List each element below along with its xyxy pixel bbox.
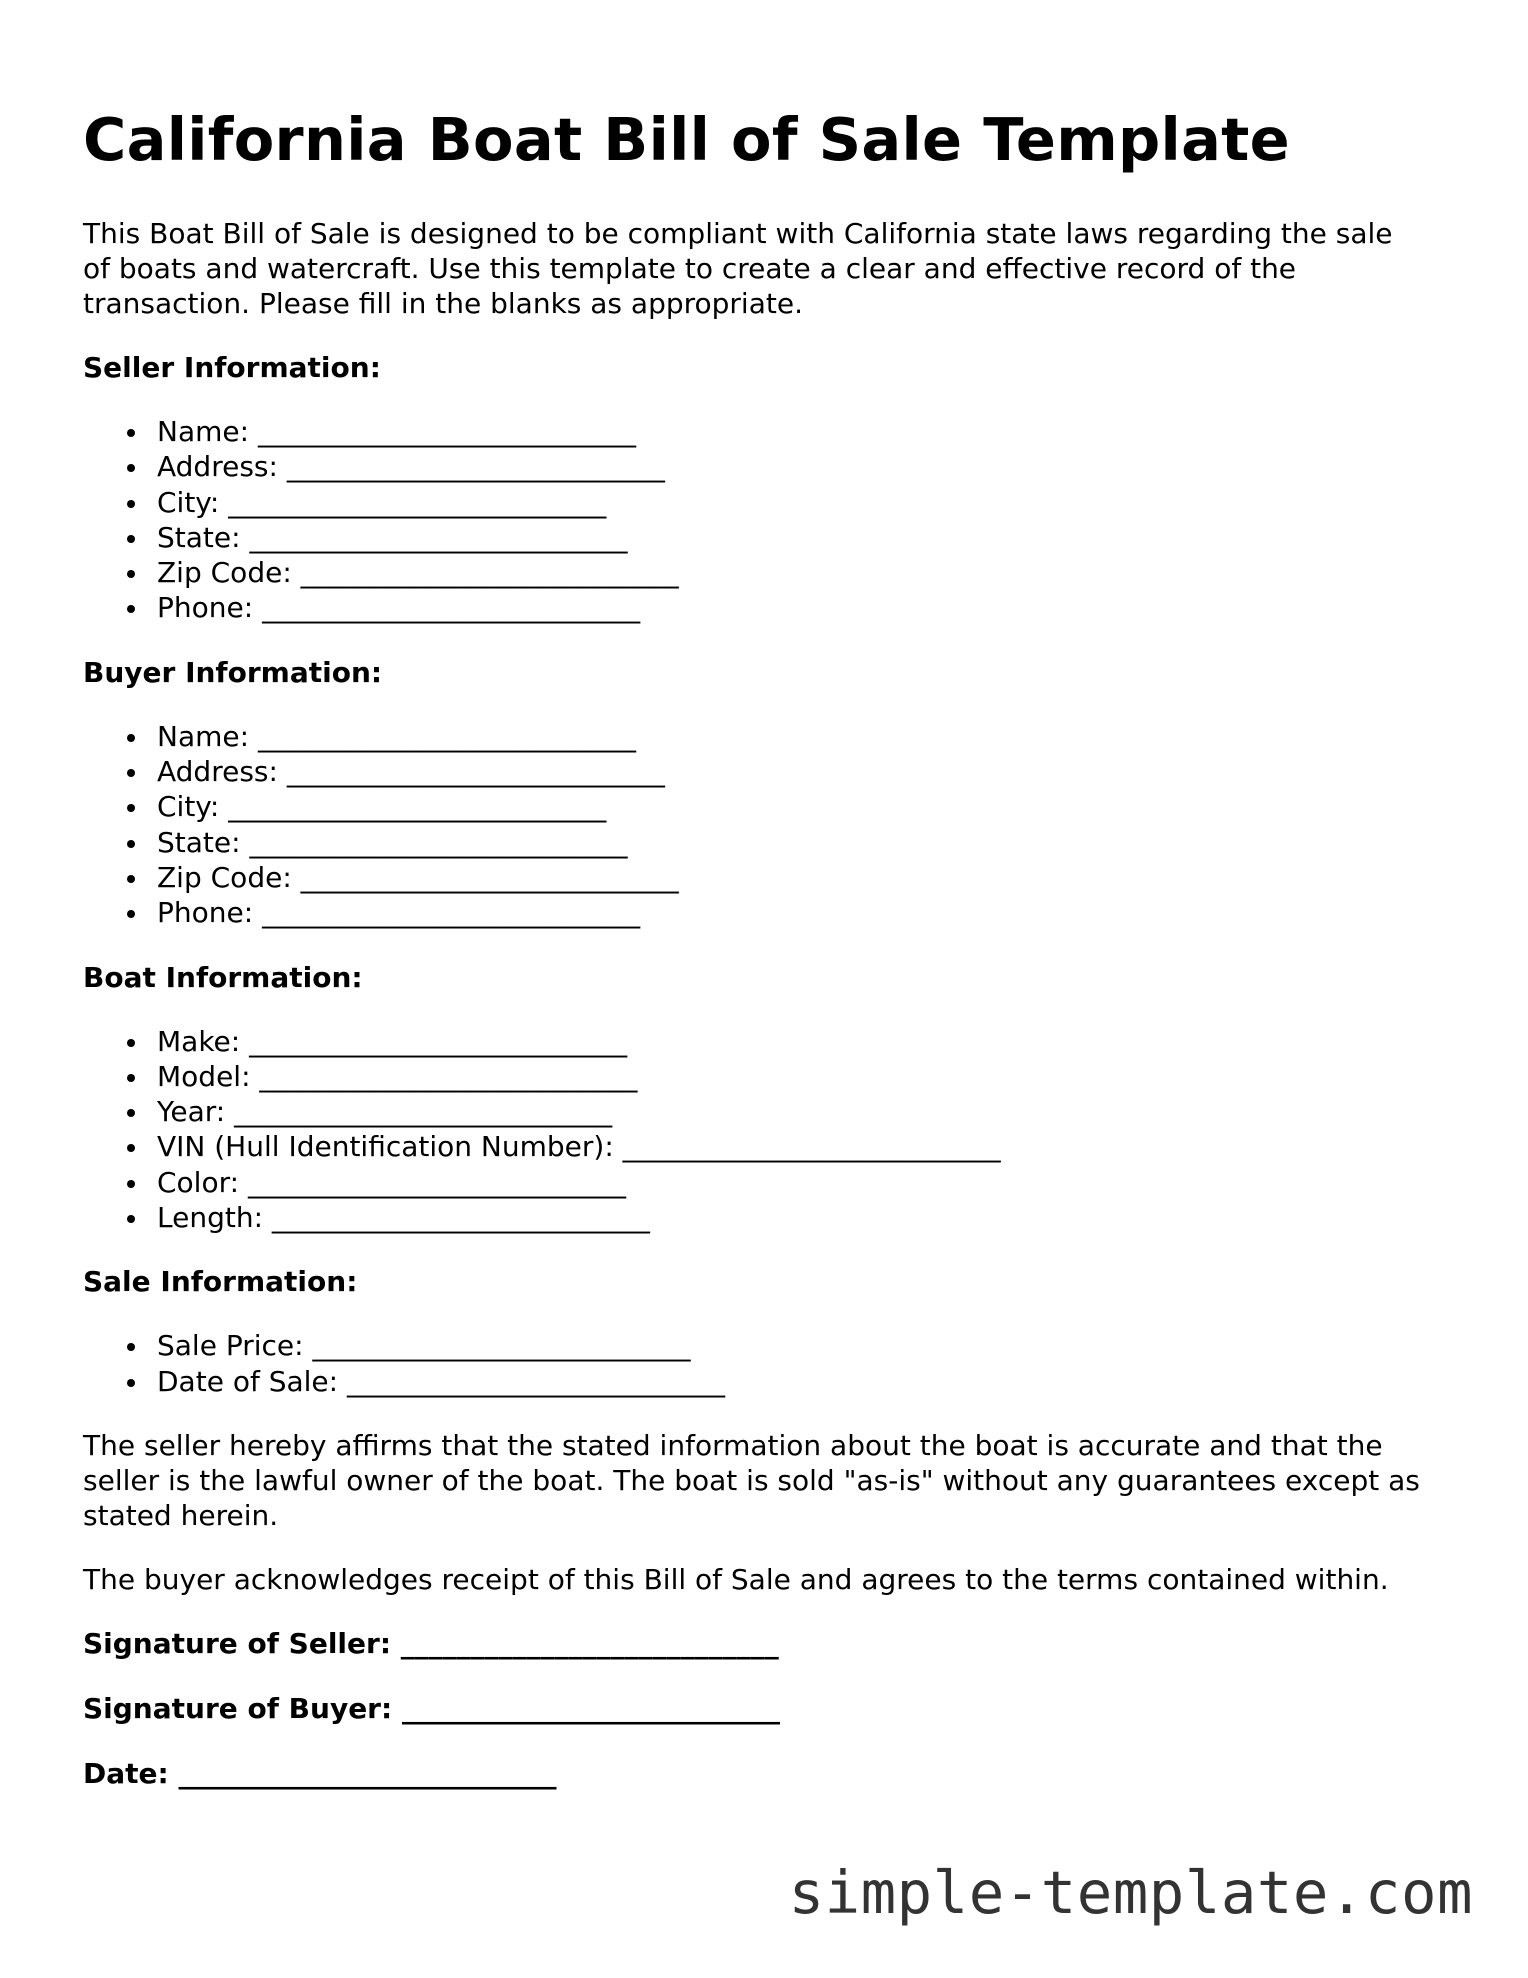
fill-in-blank[interactable]: ___________________________ xyxy=(286,755,665,789)
seller-city-field xyxy=(157,485,1423,520)
fill-in-blank[interactable]: ___________________________ xyxy=(300,860,679,894)
fill-in-blank[interactable]: ___________________________ xyxy=(247,1165,626,1199)
boat-vin-field xyxy=(157,1129,1423,1164)
buyer-address-field xyxy=(157,754,1423,789)
seller-phone-field xyxy=(157,590,1423,625)
buyer-state-field xyxy=(157,825,1423,860)
field-label: Phone: xyxy=(157,896,263,930)
boat-make-field xyxy=(157,1024,1423,1059)
date-line xyxy=(83,1756,1423,1791)
field-label: Name: xyxy=(157,719,258,753)
field-label: Phone: xyxy=(157,591,263,625)
signature-blank[interactable]: ___________________________ xyxy=(401,1691,780,1725)
fill-in-blank[interactable]: ___________________________ xyxy=(300,556,679,590)
seller-address-field xyxy=(157,449,1423,484)
boat-color-field xyxy=(157,1165,1423,1200)
buyer-phone-field xyxy=(157,895,1423,930)
signature-label: Signature of Buyer: xyxy=(83,1691,402,1725)
fill-in-blank[interactable]: ___________________________ xyxy=(234,1095,613,1129)
boat-section-heading: Boat Information: xyxy=(83,960,363,994)
fill-in-blank[interactable]: ___________________________ xyxy=(271,1201,650,1235)
sale-field-list xyxy=(83,1328,1423,1399)
seller-field-list xyxy=(83,414,1423,626)
date-label: Date: xyxy=(83,1756,179,1790)
seller-name-field xyxy=(157,414,1423,449)
field-label: State: xyxy=(157,520,250,554)
boat-length-field xyxy=(157,1200,1423,1235)
field-label: Year: xyxy=(157,1095,235,1129)
affirmation-paragraph: The seller hereby affirms that the stated information about the boat is accurate and that the seller is the lawful owner of the boat. The boat is sold "as-is" without any guarantees except as stated herein. xyxy=(83,1428,1420,1532)
sale-price-field xyxy=(157,1328,1423,1363)
fill-in-blank[interactable]: ___________________________ xyxy=(249,825,628,859)
field-label: Sale Price: xyxy=(157,1329,313,1363)
fill-in-blank[interactable]: ___________________________ xyxy=(259,1059,638,1093)
field-label: City: xyxy=(157,485,229,519)
fill-in-blank[interactable]: ___________________________ xyxy=(257,415,636,448)
fill-in-blank[interactable]: ___________________________ xyxy=(262,591,641,625)
fill-in-blank[interactable]: ___________________________ xyxy=(622,1130,1001,1164)
field-label: Address: xyxy=(157,450,287,484)
field-label: Color: xyxy=(157,1165,248,1199)
seller-state-field xyxy=(157,520,1423,555)
date-blank[interactable]: ___________________________ xyxy=(178,1756,557,1790)
field-label: Make: xyxy=(157,1024,250,1058)
seller-signature-line xyxy=(83,1626,1423,1661)
field-label: Date of Sale: xyxy=(157,1364,347,1398)
document-page xyxy=(83,100,1423,1821)
fill-in-blank[interactable]: ___________________________ xyxy=(346,1364,725,1398)
fill-in-blank[interactable]: ___________________________ xyxy=(257,719,636,753)
field-label: Zip Code: xyxy=(157,556,301,590)
buyer-section-heading: Buyer Information: xyxy=(83,655,383,689)
seller-section-heading: Seller Information: xyxy=(83,351,381,384)
fill-in-blank[interactable]: ___________________________ xyxy=(249,1024,628,1058)
buyer-field-list xyxy=(83,719,1423,931)
fill-in-blank[interactable]: ___________________________ xyxy=(228,790,607,824)
buyer-name-field xyxy=(157,719,1423,754)
seller-zip-field xyxy=(157,555,1423,590)
field-label: Address: xyxy=(157,755,287,789)
field-label: Length: xyxy=(157,1201,272,1235)
intro-paragraph: This Boat Bill of Sale is designed to be compliant with California state laws regarding the sale of boats and watercraft. Use this template to create a clear and effective record of the transaction. Please fill in the blanks as appropriate. xyxy=(83,217,1393,320)
fill-in-blank[interactable]: ___________________________ xyxy=(286,450,665,484)
boat-field-list xyxy=(83,1024,1423,1236)
boat-year-field xyxy=(157,1094,1423,1129)
fill-in-blank[interactable]: ___________________________ xyxy=(312,1329,691,1363)
fill-in-blank[interactable]: ___________________________ xyxy=(249,520,628,554)
buyer-signature-line xyxy=(83,1691,1423,1726)
sale-section-heading: Sale Information: xyxy=(83,1265,358,1299)
field-label: Zip Code: xyxy=(157,860,301,894)
site-watermark: simple-template.com xyxy=(788,1858,1473,1927)
fill-in-blank[interactable]: ___________________________ xyxy=(228,485,607,519)
signature-blank[interactable]: ___________________________ xyxy=(400,1626,779,1660)
buyer-zip-field xyxy=(157,860,1423,895)
boat-model-field xyxy=(157,1059,1423,1094)
acknowledgement-paragraph: The buyer acknowledges receipt of this Bill of Sale and agrees to the terms contained within. xyxy=(83,1562,1389,1596)
field-label: Name: xyxy=(157,415,258,448)
sale-date-field xyxy=(157,1364,1423,1399)
field-label: City: xyxy=(157,790,229,824)
fill-in-blank[interactable]: ___________________________ xyxy=(262,896,641,930)
buyer-city-field xyxy=(157,789,1423,824)
signature-label: Signature of Seller: xyxy=(83,1626,401,1660)
field-label: State: xyxy=(157,825,250,859)
field-label: Model: xyxy=(157,1059,260,1093)
page-title: California Boat Bill of Sale Template xyxy=(83,105,1291,174)
field-label: VIN (Hull Identification Number): xyxy=(157,1130,623,1164)
